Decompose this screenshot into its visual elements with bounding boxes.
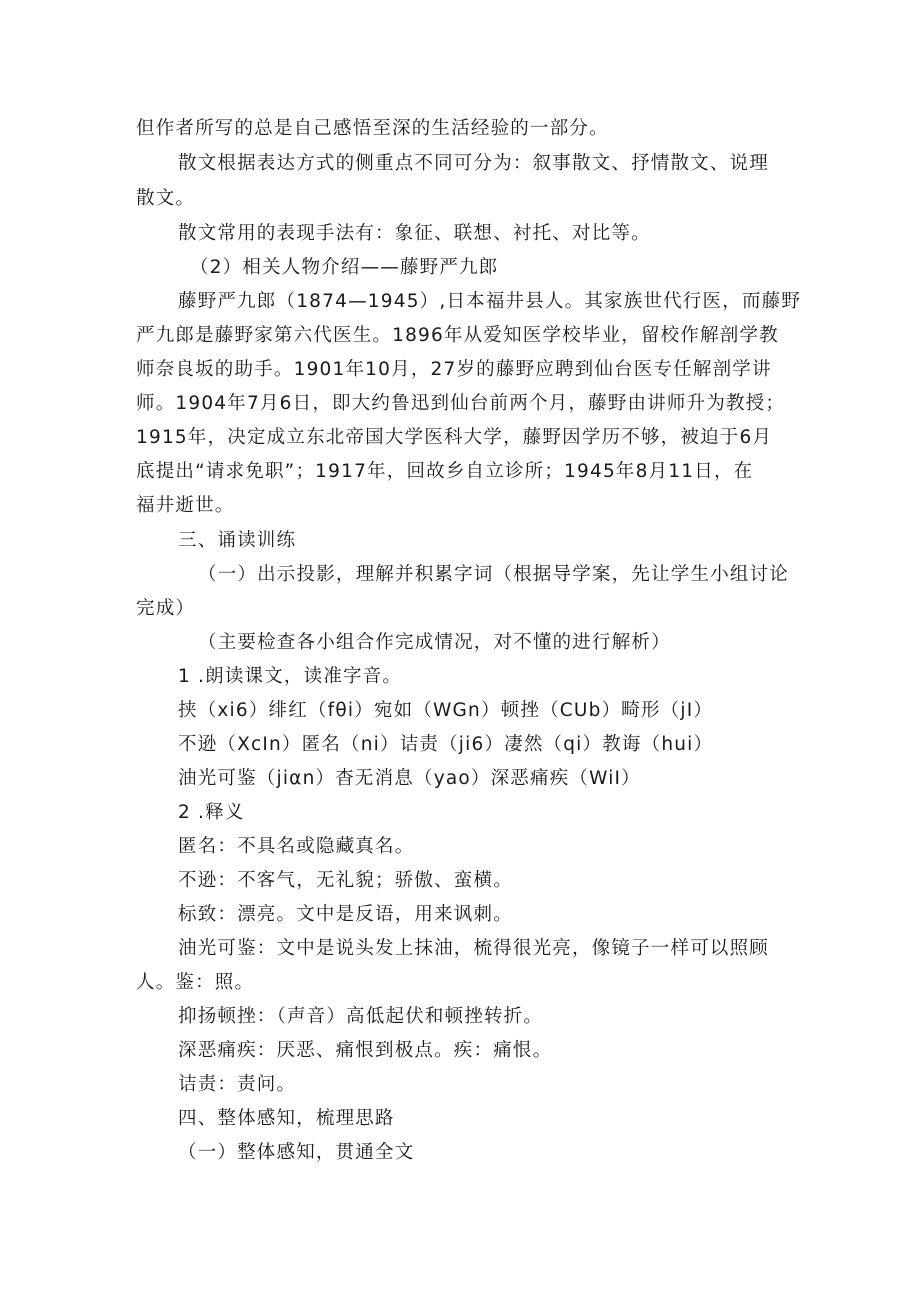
definition-line: 标致：漂亮。文中是反语，用来讽刺。	[178, 904, 513, 925]
text-line: （主要检查各小组合作完成情况，对不懂的进行解析）	[198, 632, 671, 653]
definition-line: 匿名：不具名或隐藏真名。	[178, 836, 415, 857]
pinyin-line: 不逊（XcIn）匿名（ni）诘责（ji6）凄然（qi）教诲（hui）	[178, 734, 714, 755]
definition-line: 油光可鉴：文中是说头发上抹油，梳得很光亮，像镜子一样可以照顾	[178, 938, 770, 959]
text-line: 散文常用的表现手法有：象征、联想、衬托、对比等。	[178, 223, 651, 244]
text-line: 散文根据表达方式的侧重点不同可分为：叙事散文、抒情散文、说理	[178, 153, 770, 174]
pinyin-line: 油光可鉴（jiαn）杳无消息（yao）深恶痛疾（WiI）	[178, 768, 641, 789]
section-heading: 四、整体感知，梳理思路	[178, 1108, 395, 1129]
text-line: 但作者所写的总是自己感悟至深的生活经验的一部分。	[136, 118, 609, 139]
text-line: 藤野严九郎（1874—1945）,日本福井县人。其家族世代行医，而藤野	[178, 291, 802, 312]
definition-line: 深恶痛疾：厌恶、痛恨到极点。疾：痛恨。	[178, 1040, 553, 1061]
text-line: 1 .朗读课文，读准字音。	[178, 666, 403, 687]
definition-line: 不逊：不客气，无礼貌；骄傲、蛮横。	[178, 870, 513, 891]
definition-line: 诘责：责问。	[178, 1074, 297, 1095]
pinyin-line: 挟（xi6）绯红（fθi）宛如（WGn）顿挫（CUb）畸形（jI）	[178, 700, 714, 721]
text-line: 福井逝世。	[136, 495, 235, 516]
text-line: 底提出“请求免职”；1917年，回故乡自立诊所；1945年8月11日，在	[136, 461, 754, 482]
text-line: 完成）	[136, 598, 196, 619]
text-line: 2 .释义	[178, 802, 245, 823]
definition-line: 抑扬顿挫：（声音）高低起伏和顿挫转折。	[178, 1006, 544, 1027]
text-line: 1915年，决定成立东北帝国大学医科大学，藤野因学历不够，被迫于6月	[136, 427, 773, 448]
text-line: 师。1904年7月6日，即大约鲁迅到仙台前两个月，藤野由讲师升为教授；	[136, 393, 786, 414]
section-heading: （一）整体感知，贯通全文	[178, 1142, 415, 1163]
text-line: （一）出示投影，理解并积累字词（根据导学案，先让学生小组讨论	[198, 564, 790, 585]
text-line: 严九郎是藤野家第六代医生。1896年从爱知医学校毕业，留校作解剖学教	[136, 325, 779, 346]
section-heading: （2）相关人物介绍——藤野严九郎	[190, 257, 499, 278]
section-heading: 三、诵读训练	[178, 530, 297, 551]
definition-line: 人。鉴：照。	[136, 972, 255, 993]
text-line: 师奈良坂的助手。1901年10月，27岁的藤野应聘到仙台医专任解剖学讲	[136, 359, 772, 380]
text-line: 散文。	[136, 188, 196, 209]
